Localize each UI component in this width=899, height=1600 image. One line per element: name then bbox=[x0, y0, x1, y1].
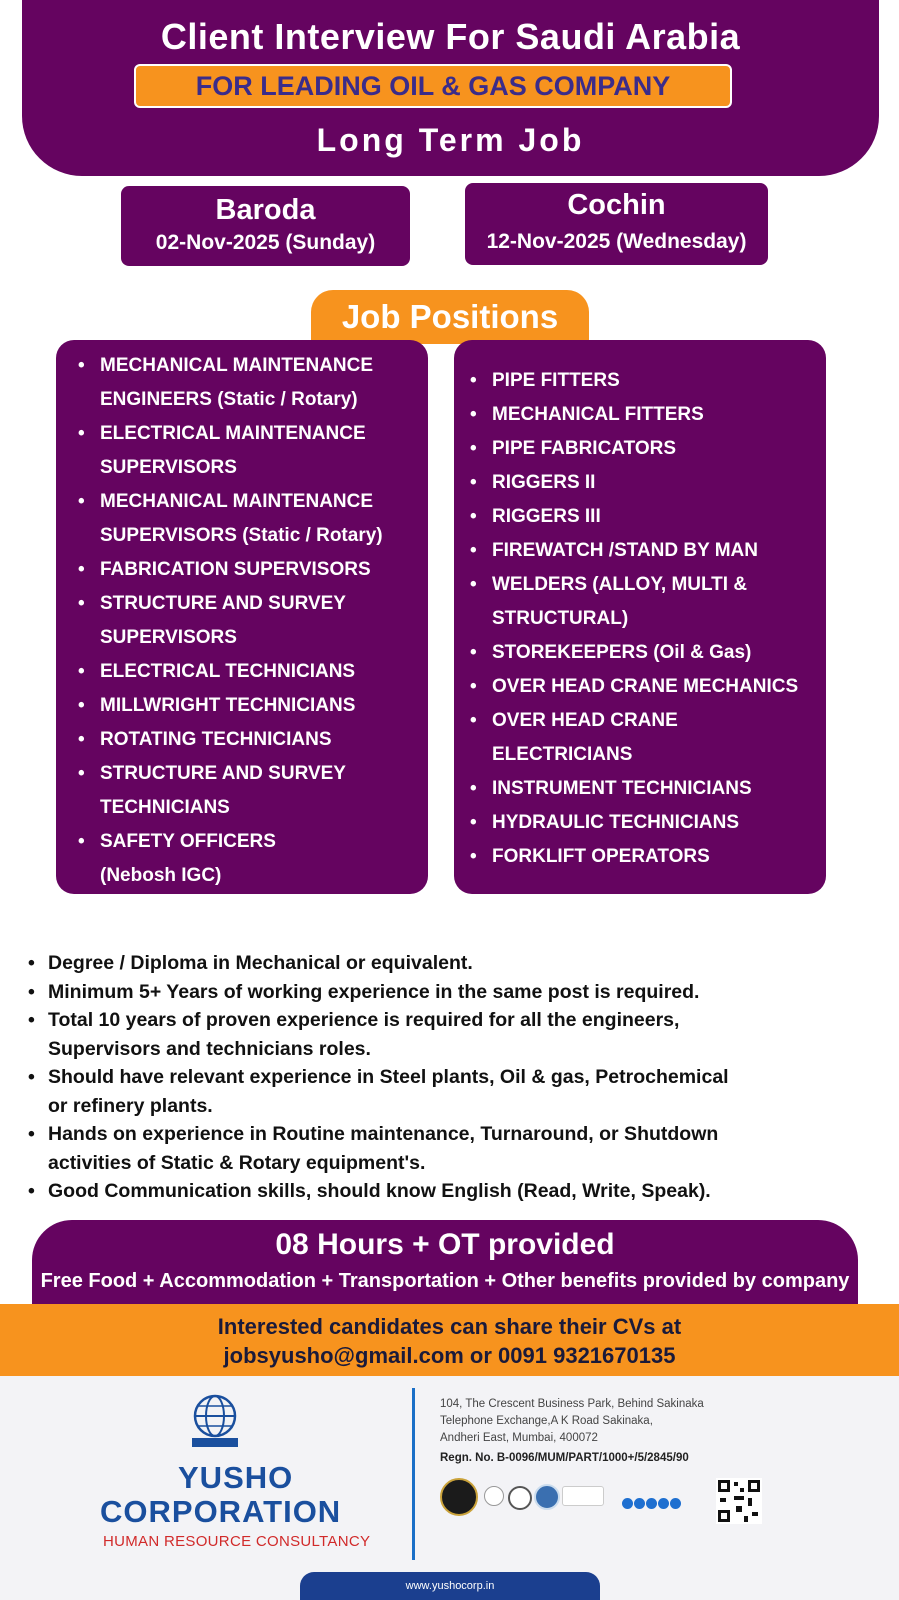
job-position-item bbox=[78, 689, 428, 723]
job-position-item-text: SUPERVISORS (Static / Rotary) bbox=[100, 525, 383, 546]
requirement-item-text: Hands on experience in Routine maintenance, Turnaround, or Shutdown bbox=[48, 1123, 719, 1145]
job-position-item bbox=[78, 757, 428, 825]
job-position-item-text: PIPE FABRICATORS bbox=[492, 438, 677, 459]
job-position-item bbox=[470, 500, 826, 534]
requirement-item-text: or refinery plants. bbox=[48, 1094, 213, 1117]
certification-seal-icon bbox=[534, 1484, 560, 1510]
location-date: 12-Nov-2025 (Wednesday) bbox=[486, 230, 747, 253]
job-position-item bbox=[78, 349, 428, 417]
job-list-right bbox=[454, 340, 826, 894]
job-position-item-text: ELECTRICAL TECHNICIANS bbox=[100, 661, 356, 682]
requirement-item-text: Total 10 years of proven experience is required for all the engineers, bbox=[48, 1009, 680, 1031]
job-list-left bbox=[56, 340, 428, 894]
location-city: Baroda bbox=[215, 194, 316, 226]
job-position-item-text: RIGGERS II bbox=[492, 472, 596, 493]
job-position-item bbox=[78, 655, 428, 689]
job-position-item bbox=[470, 398, 826, 432]
job-position-item bbox=[78, 723, 428, 757]
iso-badge-icon bbox=[508, 1486, 532, 1510]
job-position-item bbox=[470, 636, 826, 670]
job-position-item bbox=[78, 417, 428, 485]
job-position-item-text: ENGINEERS (Static / Rotary) bbox=[100, 389, 358, 410]
job-position-item-text: MECHANICAL MAINTENANCE bbox=[100, 355, 374, 376]
requirement-item bbox=[28, 1006, 878, 1063]
twitter-icon[interactable] bbox=[646, 1498, 657, 1509]
requirement-item-text: Minimum 5+ Years of working experience in the same post is required. bbox=[48, 980, 700, 1003]
benefits-extras: Free Food + Accommodation + Transportation + Other benefits provided by company bbox=[40, 1270, 850, 1292]
job-position-item-text: FABRICATION SUPERVISORS bbox=[100, 559, 371, 580]
job-position-item-text: STRUCTURE AND SURVEY bbox=[100, 593, 346, 614]
job-position-item-text: STRUCTURE AND SURVEY bbox=[100, 763, 346, 784]
requirement-item bbox=[28, 1177, 878, 1206]
job-position-item bbox=[470, 806, 826, 840]
company-type-pill: FOR LEADING OIL & GAS COMPANY bbox=[134, 64, 732, 108]
requirement-item-text: Good Communication skills, should know English (Read, Write, Speak). bbox=[48, 1180, 711, 1202]
job-position-item bbox=[78, 553, 428, 587]
job-position-item-text: FIREWATCH /STAND BY MAN bbox=[492, 540, 758, 561]
job-position-item-text: MECHANICAL FITTERS bbox=[492, 404, 704, 425]
job-position-item bbox=[470, 568, 826, 636]
job-position-item-text: SAFETY OFFICERS bbox=[100, 831, 276, 852]
requirement-item bbox=[28, 978, 878, 1007]
job-position-item-text: OVER HEAD CRANE bbox=[492, 710, 678, 731]
location-card-cochin bbox=[465, 183, 768, 265]
registration-number: Regn. No. B-0096/MUM/PART/1000+/5/2845/90 bbox=[440, 1452, 689, 1464]
job-position-item bbox=[470, 670, 826, 704]
youtube-icon[interactable] bbox=[670, 1498, 681, 1509]
job-position-item bbox=[470, 840, 826, 874]
job-position-item-text: MECHANICAL MAINTENANCE bbox=[100, 491, 374, 512]
brand-name-line-2: CORPORATION bbox=[100, 1494, 342, 1529]
brand-name: YUSHO bbox=[178, 1460, 294, 1495]
requirements-section bbox=[28, 949, 878, 1206]
job-position-item-text: WELDERS (ALLOY, MULTI & bbox=[492, 574, 748, 595]
job-position-item-text: ROTATING TECHNICIANS bbox=[100, 729, 332, 750]
requirement-item bbox=[28, 1120, 878, 1177]
job-list bbox=[470, 364, 826, 874]
requirement-item bbox=[28, 1063, 878, 1120]
job-list bbox=[78, 349, 428, 893]
award-badge-icon bbox=[440, 1478, 478, 1516]
requirement-item bbox=[28, 949, 878, 978]
job-position-item bbox=[470, 704, 826, 772]
address-line: 104, The Crescent Business Park, Behind Sakinaka bbox=[440, 1398, 704, 1410]
job-type-subtitle: Long Term Job bbox=[316, 122, 585, 158]
social-links[interactable] bbox=[622, 1496, 682, 1514]
job-position-item-text: SUPERVISORS bbox=[100, 627, 237, 648]
job-position-item bbox=[78, 825, 428, 893]
globe-logo-icon bbox=[186, 1392, 244, 1450]
requirement-item-text: Should have relevant experience in Steel plants, Oil & gas, Petrochemical bbox=[48, 1066, 729, 1088]
location-card-baroda bbox=[121, 186, 410, 266]
job-position-item-text: FORKLIFT OPERATORS bbox=[492, 846, 710, 867]
contact-line-2[interactable]: jobsyusho@gmail.com or 0091 9321670135 bbox=[223, 1343, 676, 1368]
instagram-icon[interactable] bbox=[634, 1498, 645, 1509]
footer-divider bbox=[412, 1388, 415, 1560]
job-position-item-text: ELECTRICAL MAINTENANCE bbox=[100, 423, 366, 444]
contact-line-1: Interested candidates can share their CVs at bbox=[217, 1314, 682, 1339]
facebook-icon[interactable] bbox=[622, 1498, 633, 1509]
job-position-item-text: MILLWRIGHT TECHNICIANS bbox=[100, 695, 356, 716]
working-hours: 08 Hours + OT provided bbox=[275, 1228, 615, 1261]
benefits-banner bbox=[32, 1220, 858, 1310]
website-link[interactable]: www.yushocorp.in bbox=[300, 1572, 600, 1600]
job-position-item-text: HYDRAULIC TECHNICIANS bbox=[492, 812, 739, 833]
job-position-item-text: INSTRUMENT TECHNICIANS bbox=[492, 778, 752, 799]
brand-tagline: HUMAN RESOURCE CONSULTANCY bbox=[103, 1533, 371, 1550]
job-positions-heading: Job Positions bbox=[311, 290, 589, 344]
job-position-item bbox=[470, 772, 826, 806]
trace-badge-icon bbox=[562, 1486, 604, 1506]
requirement-item-text: Degree / Diploma in Mechanical or equivalent. bbox=[48, 952, 473, 974]
job-position-item bbox=[470, 432, 826, 466]
page-title: Client Interview For Saudi Arabia bbox=[160, 16, 741, 57]
job-position-item-text: STOREKEEPERS (Oil & Gas) bbox=[492, 642, 752, 663]
office-address bbox=[440, 1396, 704, 1447]
job-position-item-text: TECHNICIANS bbox=[100, 797, 230, 818]
address-line: Telephone Exchange,A K Road Sakinaka, bbox=[440, 1415, 653, 1427]
job-position-item bbox=[470, 364, 826, 398]
requirement-item-text: Supervisors and technicians roles. bbox=[48, 1037, 371, 1060]
job-position-item bbox=[78, 587, 428, 655]
job-position-item-text: RIGGERS III bbox=[492, 506, 601, 527]
job-position-item bbox=[470, 466, 826, 500]
job-position-item bbox=[78, 485, 428, 553]
header-banner bbox=[22, 0, 879, 176]
location-date: 02-Nov-2025 (Sunday) bbox=[155, 231, 376, 254]
job-position-item-text: SUPERVISORS bbox=[100, 457, 237, 478]
job-position-item-text: OVER HEAD CRANE MECHANICS bbox=[492, 676, 799, 697]
requirement-item-text: activities of Static & Rotary equipment's. bbox=[48, 1151, 426, 1174]
contact-banner bbox=[0, 1304, 899, 1376]
location-city: Cochin bbox=[567, 189, 666, 221]
job-position-item-text: ELECTRICIANS bbox=[492, 744, 633, 765]
qr-code-icon bbox=[716, 1478, 762, 1524]
address-line: Andheri East, Mumbai, 400072 bbox=[440, 1432, 598, 1444]
job-position-item-text: PIPE FITTERS bbox=[492, 370, 620, 391]
job-position-item bbox=[470, 534, 826, 568]
job-position-item-text: (Nebosh IGC) bbox=[100, 865, 222, 886]
requirements-list bbox=[28, 949, 878, 1206]
job-position-item-text: STRUCTURAL) bbox=[492, 608, 629, 629]
emblem-badge-icon bbox=[484, 1486, 504, 1506]
linkedin-icon[interactable] bbox=[658, 1498, 669, 1509]
